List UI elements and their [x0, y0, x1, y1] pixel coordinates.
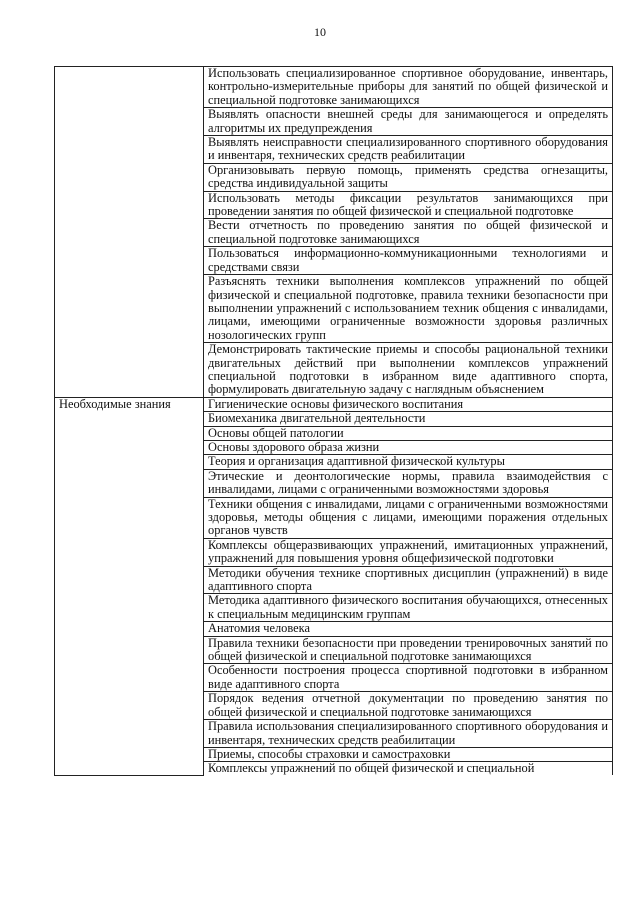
requirements-table	[54, 66, 613, 776]
list-item: Правила техники безопасности при проведении тренировочных занятий по общей физической и специальной подготовке занимающихся	[204, 636, 613, 664]
list-item: Использовать специализированное спортивное оборудование, инвентарь, контрольно-измерительные приборы для занятий по общей физической и специальной подготовке занимающихся	[204, 67, 613, 108]
list-item: Этические и деонтологические нормы, правила взаимодействия с инвалидами, лицами с ограниченными возможностями здоровья	[204, 469, 613, 497]
list-item: Особенности построения процесса спортивной подготовки в избранном виде адаптивного спорта	[204, 664, 613, 692]
list-item: Гигиенические основы физического воспитания	[204, 397, 613, 411]
list-item: Выявлять неисправности специализированного спортивного оборудования и инвентаря, технических средств реабилитации	[204, 136, 613, 164]
list-item: Биомеханика двигательной деятельности	[204, 412, 613, 426]
list-item: Порядок ведения отчетной документации по проведению занятия по общей физической и специальной подготовке занимающихся	[204, 692, 613, 720]
list-item: Методика адаптивного физического воспитания обучающихся, отнесенных к специальным медицинским группам	[204, 594, 613, 622]
list-item: Организовывать первую помощь, применять средства огнезащиты, средства индивидуальной защиты	[204, 163, 613, 191]
list-item: Методики обучения технике спортивных дисциплин (упражнений) в виде адаптивного спорта	[204, 566, 613, 594]
list-item: Вести отчетность по проведению занятия по общей физической и специальной подготовке занимающихся	[204, 219, 613, 247]
list-item: Техники общения с инвалидами, лицами с ограниченными возможностями здоровья, методы общения с лицами, имеющими поражения отдельных органов чувств	[204, 497, 613, 538]
continued-text: Комплексы упражнений по общей физической и специальной	[208, 762, 535, 776]
list-item: Демонстрировать тактические приемы и способы рациональной техники двигательных действий при выполнении комплексов упражнений специальной подготовки в избранном виде адаптивного спорта, формулировать двигательную задачу с наглядным объяснением	[204, 343, 613, 398]
page-number: 10	[314, 25, 326, 39]
list-item: Основы общей патологии	[204, 426, 613, 440]
list-item-continued	[204, 762, 613, 776]
table-row	[55, 397, 613, 411]
list-item: Основы здорового образа жизни	[204, 440, 613, 454]
list-item: Пользоваться информационно-коммуникационными технологиями и средствами связи	[204, 247, 613, 275]
section-label-knowledge: Необходимые знания	[55, 397, 204, 775]
list-item: Комплексы общеразвивающих упражнений, имитационных упражнений, упражнений для повышения уровня общефизической подготовки	[204, 538, 613, 566]
list-item: Выявлять опасности внешней среды для занимающегося и определять алгоритмы их предупреждения	[204, 108, 613, 136]
list-item: Правила использования специализированного спортивного оборудования и инвентаря, технических средств реабилитации	[204, 720, 613, 748]
table-row	[55, 67, 613, 108]
list-item: Анатомия человека	[204, 622, 613, 636]
list-item: Разъяснять техники выполнения комплексов упражнений по общей физической и специальной подготовке, правила техники безопасности при выполнении упражнений с использованием техник общения с инвалидами, лицами, имеющими ограниченные возможности здоровья различных нозологических групп	[204, 275, 613, 343]
list-item: Использовать методы фиксации результатов занимающихся при проведении занятия по общей физической и специальной подготовке	[204, 191, 613, 219]
list-item: Теория и организация адаптивной физической культуры	[204, 455, 613, 469]
list-item: Приемы, способы страховки и самостраховки	[204, 747, 613, 761]
section-label-skills	[55, 67, 204, 398]
